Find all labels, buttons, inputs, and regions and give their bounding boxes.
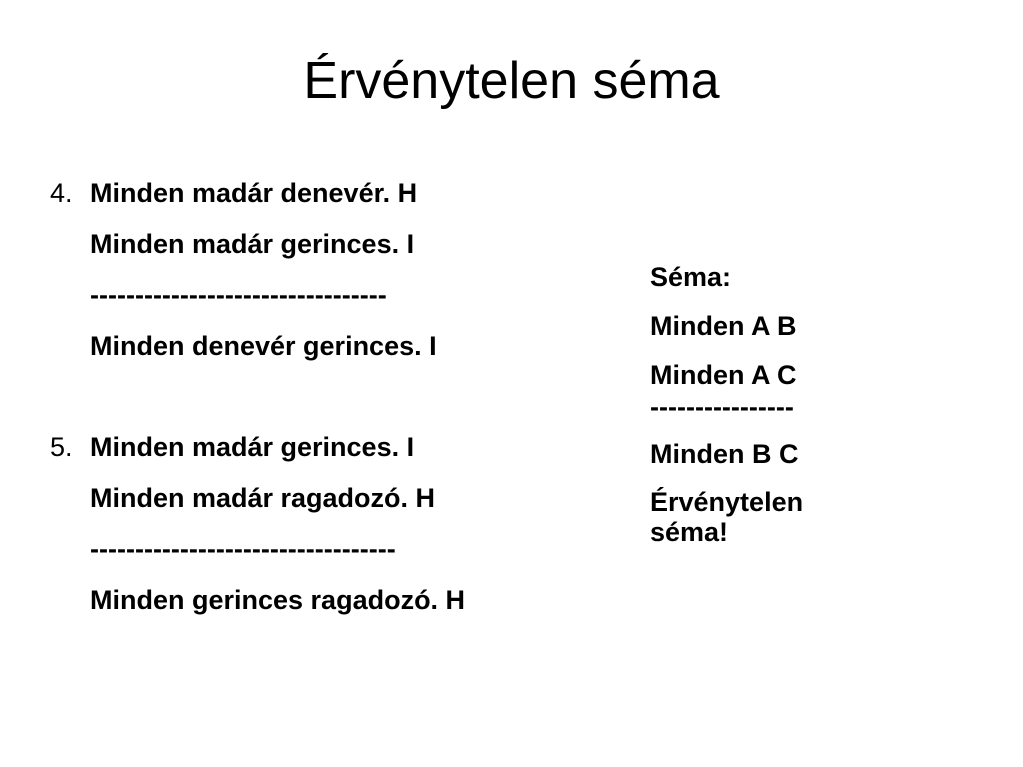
example-number: 4.	[50, 178, 73, 208]
example-number: 5.	[50, 432, 73, 462]
schema-premise: Minden A C	[650, 360, 797, 390]
schema-conclusion: Minden B C	[650, 439, 799, 469]
schema-divider: ----------------	[650, 392, 794, 422]
schema-heading: Séma:	[650, 262, 732, 292]
divider-line: ---------------------------------	[90, 280, 387, 310]
schema-verdict: Érvénytelen	[650, 487, 804, 517]
premise-line: Minden madár gerinces. I	[90, 432, 415, 462]
conclusion-line: Minden denevér gerinces. I	[90, 331, 437, 361]
premise-line: Minden madár ragadozó. H	[90, 483, 436, 513]
schema-premise: Minden A B	[650, 311, 797, 341]
premise-line: Minden madár denevér. H	[90, 178, 418, 208]
slide-title: Érvénytelen séma	[303, 52, 720, 110]
schema-verdict: séma!	[650, 517, 729, 547]
conclusion-line: Minden gerinces ragadozó. H	[90, 585, 466, 615]
schema-column	[650, 0, 1010, 767]
premise-line: Minden madár gerinces. I	[90, 229, 415, 259]
divider-line: ----------------------------------	[90, 534, 396, 564]
